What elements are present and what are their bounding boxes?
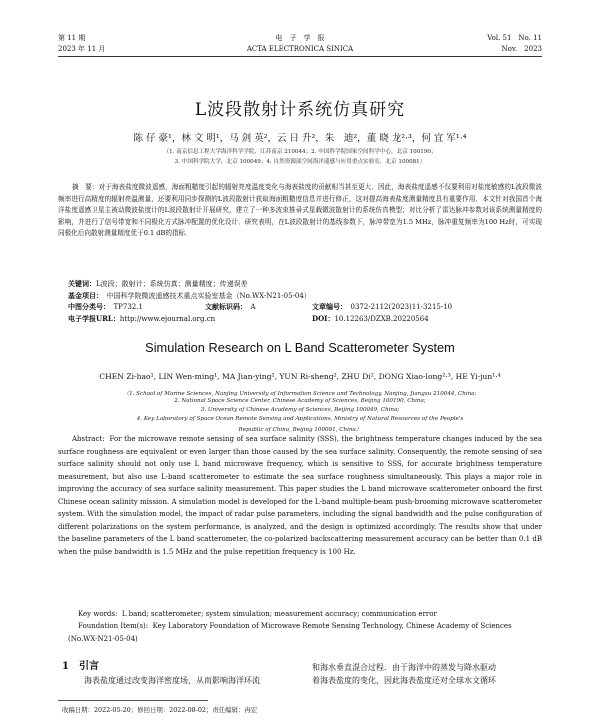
fund-cn (68, 291, 311, 301)
url-cn-label: 电子学报URL： (68, 314, 120, 323)
doc-code-cn-label: 文献标识码： (205, 302, 244, 311)
header-volume: Vol. 51 No. 11 (487, 34, 542, 42)
intro-left-column-line: 海表盐度通过改变海洋密度场，从而影响海洋环流 (84, 676, 260, 685)
title-en: Simulation Research on L Band Scatterometer System (145, 340, 455, 355)
header-date-cn: 2023 年 11 月 (58, 45, 106, 53)
abstract-en-label: Abstract: (72, 435, 105, 443)
abstract-cn-label: 摘 要： (72, 183, 99, 191)
clc-cn-text: TP732.1 (113, 303, 143, 311)
footnote-received: 收稿日期：2022-05-20；修回日期：2022-08-02；责任编辑：冉宏 (62, 706, 258, 714)
header-journal-cn: 电 子 学 报 (275, 34, 325, 42)
intro-right-column-line: 和海水垂直混合过程．由于海洋中的蒸发与降水驱动 (312, 663, 496, 672)
article-no-cn (312, 302, 452, 312)
affiliation-en-line: 4. Key Laboratory of Space Ocean Remote Sensing and Applications, Ministry of Natural Resources of the People's (136, 416, 464, 422)
affiliation-en-line: 3. University of Chinese Academy of Sciences, Beijing 100049, China; (200, 407, 400, 413)
fund-en (68, 620, 542, 645)
header-rule (58, 56, 542, 57)
fund-cn-text: 中国科学院微波遥感技术重点实验室基金（No.WX-N21-05-04） (106, 292, 311, 300)
doi-cn-link[interactable]: 10.12263/DZXB.20220564 (334, 315, 429, 323)
doi-cn (312, 314, 429, 324)
abstract-en-text: For the microwave remote sensing of sea surface salinity (SSS), the brightness temperature changes induced by the sea surface roughness are equivalent or even larger than those caused by the sea surface salinity. Consequently, the remote sensing of sea surface salinity should not only use L band microwave frequency, which is sensitive to SSS, for accurate brightness temperature measurement, but also use L-band scatterometer to estimate the sea surface roughness simultaneously. This plays a major role in improving the accuracy of sea surface salinity measurement. This paper studies the L band microwave scatterometer onboard the first Chinese ocean salinity mission. A simulation model is developed for the L-band multiple-beam push-brooming microwave scatterometer system. With the simulation model, the impact of radar pulse parameters, including the signal bandwidth and the pulse configuration of different polarizations on the system performance, is analyzed, and the design is optimized accordingly. The results show that under the baseline parameters of the L band scatterometer, the co-polarized backscattering measurement accuracy can be better than 0.1 dB when the pulse bandwidth is 1.5 MHz and the pulse repetition frequency is 100 Hz. (58, 435, 543, 556)
url-cn (68, 314, 215, 324)
doc-code-cn (205, 302, 256, 312)
affiliation-en-line: 2. National Space Science Center, Chinese Academy of Sciences, Beijing 100190, China; (174, 398, 426, 404)
intro-right-column-line: 着海表盐度的变化，因此海表盐度还对全球水文循环 (312, 676, 496, 685)
article-no-cn-text: 0372-2112(2023)11-3215-10 (350, 303, 453, 311)
doi-cn-label: DOI： (312, 314, 335, 323)
affiliation-cn-line: （1. 南京信息工程大学海洋科学学院，江苏南京 210044；2. 中国科学院国家空间科学中心，北京 100190； (163, 149, 437, 155)
fund-cn-label: 基金项目： (68, 291, 100, 300)
keywords-en-text: L band; scatterometer; system simulation; measurement accuracy; communication error (121, 610, 437, 618)
keywords-cn-label: 关键词： (68, 279, 96, 288)
abstract-cn-text: 对于海表盐度微波遥感，海面粗糙度引起的辐射亮度温度变化与海表盐度的贡献相当甚至更大．因此，海表盐度遥感不仅要利用对盐度敏感的L波段微波频率进行高精度的辐射亮温测量，还要利用同步探测的L波段散射计获取海面粗糙度信息并进行修正，这对提高海表盐度测量精度具有重要作用．本文针对我国首个海洋盐度遥感卫星主被动微波盐度计的L波段散射计开展研究，建立了一种多波束推帚式星载微波散射计的系统仿真模型；对比分析了雷达脉冲参数对该系统测量精度的影响，并进行了信号带宽和不同极化方式脉冲配置的优化设计．研究表明，在L波段散射计的基线参数下，脉冲带宽为1.5 MHz，脉冲重复频率为100 Hz时，可实现同极化后向散射测量精度优于0.1 dB的指标． (58, 183, 542, 238)
affiliation-cn-line: 3. 中国科学院大学，北京 100049；4. 自然资源部空间海洋遥感与应用重点实验室，北京 100081） (174, 159, 426, 165)
header-journal-en: ACTA ELECTRONICA SINICA (246, 45, 354, 53)
authors-en: CHEN Zi-hao¹, LIN Wen-ming¹, MA Jian-ying², YUN Ri-sheng², ZHU Di², DONG Xiao-long²·³, HE Yi-jun¹·⁴ (99, 372, 501, 381)
keywords-en (78, 608, 542, 621)
affiliation-en-line: （1. School of Marine Sciences, Nanjing University of Information Science and Technology, Nanjing, Jiangsu 210044, China; (123, 391, 477, 397)
clc-cn-label: 中图分类号： (68, 302, 107, 311)
keywords-cn-text: L波段；散射计；系统仿真；测量精度；传递误差 (96, 280, 248, 288)
authors-cn: 陈 仔 豪¹，林 文 明¹，马 剑 英²，云 日 升²，朱 迪²，董 晓 龙²·³，何 宜 军¹·⁴ (133, 133, 467, 144)
abstract-en (58, 433, 542, 558)
keywords-en-label: Key words: (78, 610, 118, 618)
article-no-cn-label: 文章编号： (312, 302, 344, 311)
keywords-cn (68, 279, 248, 289)
abstract-cn (58, 182, 542, 240)
footnote-rule (58, 700, 208, 701)
clc-cn (68, 302, 143, 312)
header-issue-cn: 第 11 期 (58, 34, 86, 42)
fund-en-label: Foundation Item(s): (78, 622, 149, 630)
affiliation-en-line: Republic of China, Beijing 100081, China） (238, 427, 362, 433)
header-date-en: Nov. 2023 (501, 45, 542, 53)
url-cn-link[interactable]: http://www.ejournal.org.cn (119, 315, 216, 323)
doc-code-cn-text: A (250, 303, 256, 311)
fund-en-text: Key Laboratory Foundation of Microwave Remote Sensing Technology, Chinese Academy of Sciences (No.WX-N21-05-04) (68, 622, 512, 643)
title-cn: L波段散射计系统仿真研究 (194, 100, 406, 120)
section-heading-introduction: 1 引言 (62, 661, 99, 672)
